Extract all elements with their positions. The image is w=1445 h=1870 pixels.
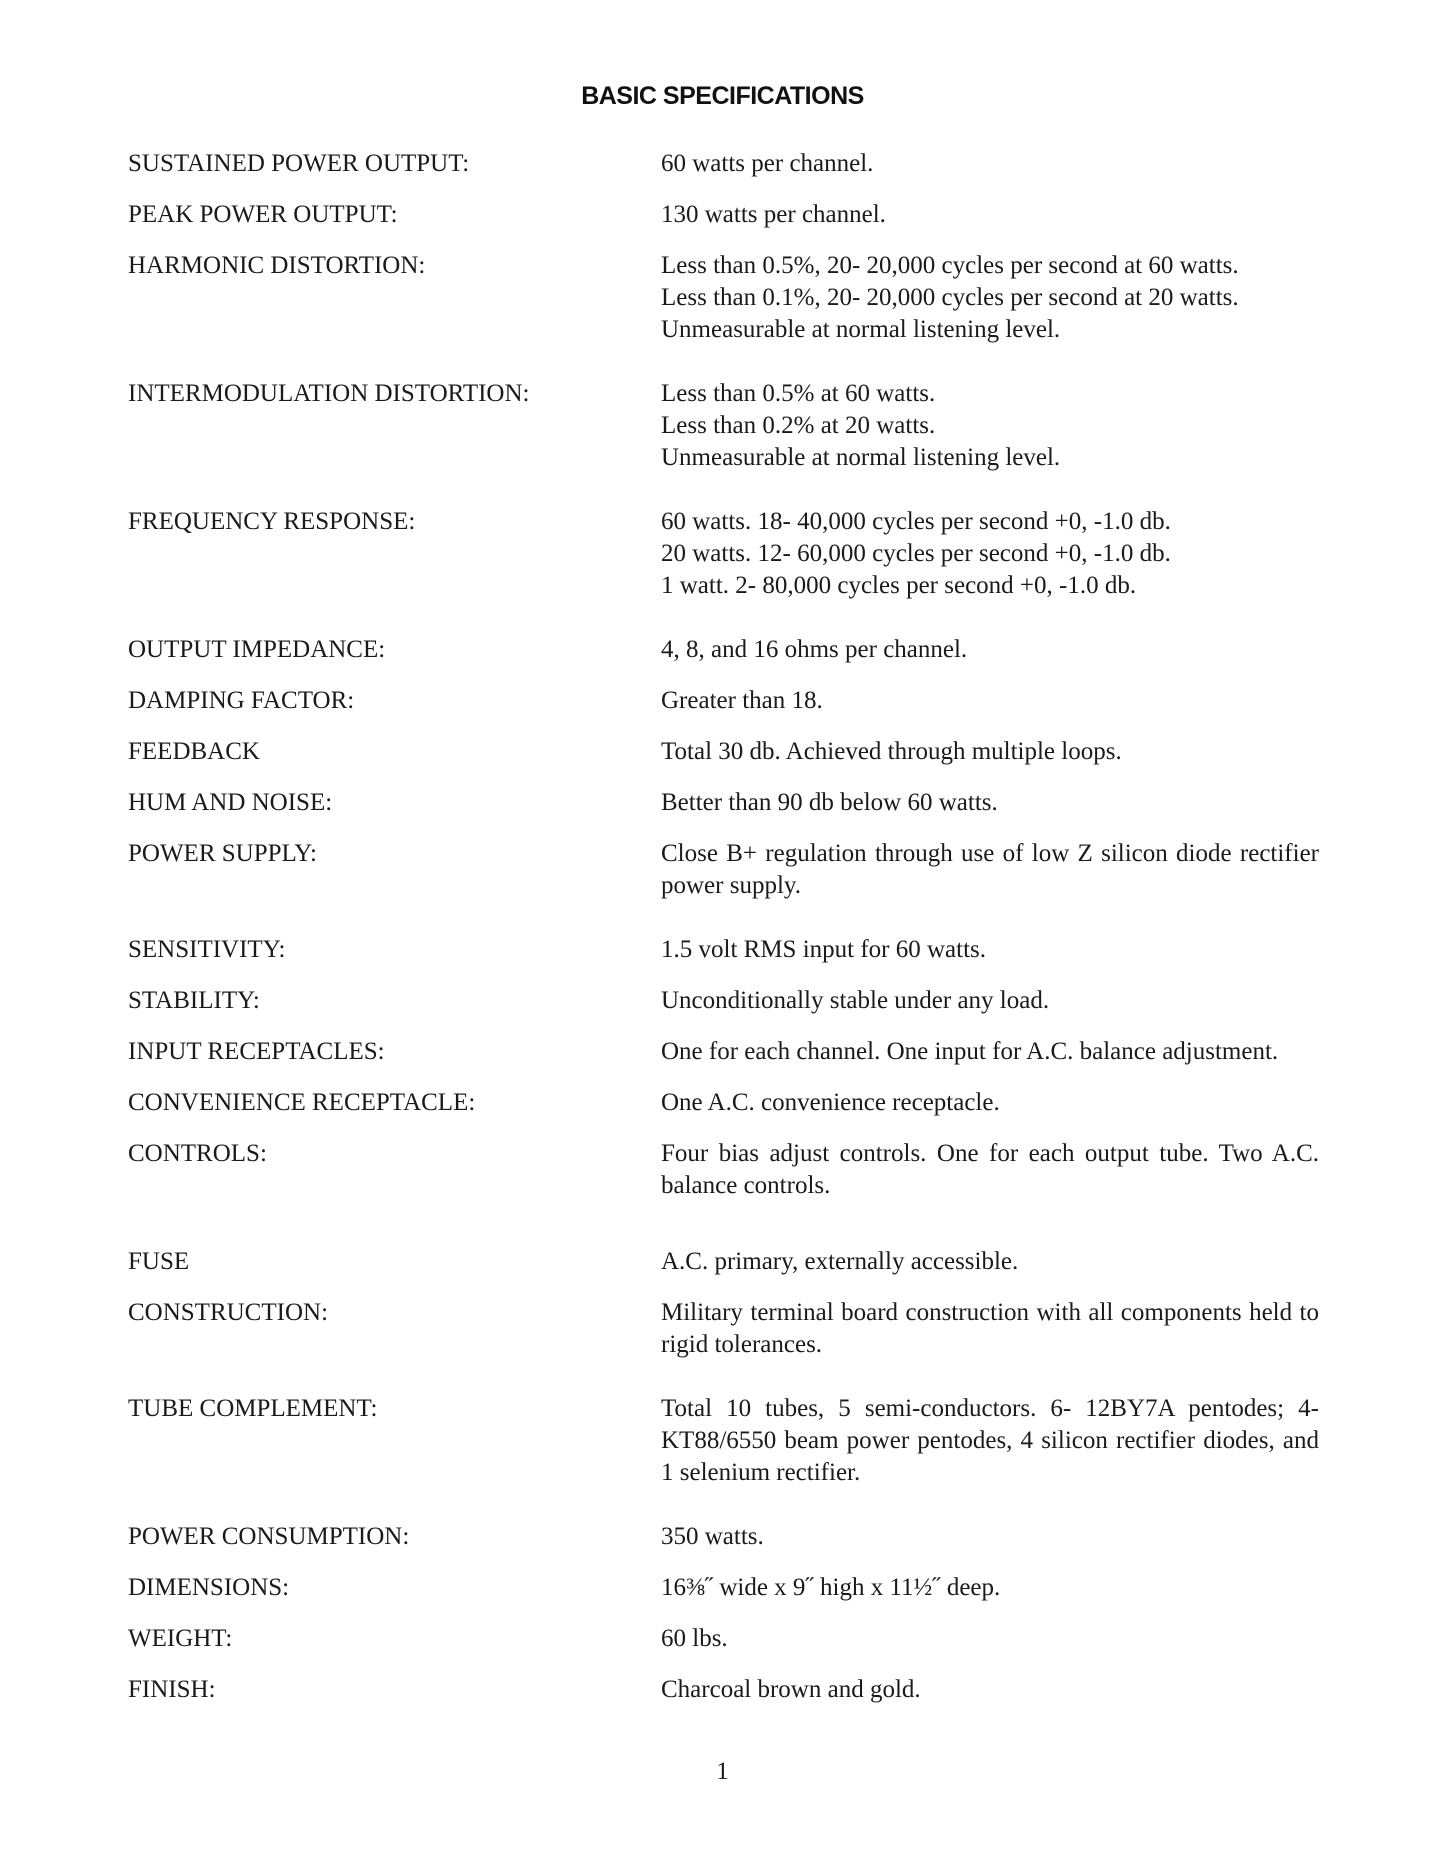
spec-value-line: Less than 0.5%, 20- 20,000 cycles per second at 60 watts. — [661, 252, 1239, 279]
spec-value-line: A.C. primary, externally accessible. — [661, 1248, 1019, 1275]
spec-value-line: One for each channel. One input for A.C. balance adjustment. — [661, 1038, 1279, 1065]
spec-value — [661, 1393, 1319, 1489]
spec-value — [661, 985, 1319, 1017]
spec-label: FEEDBACK — [128, 738, 260, 765]
spec-value — [661, 685, 1319, 717]
spec-value — [661, 1674, 1319, 1706]
spec-value-line: Unconditionally stable under any load. — [661, 987, 1050, 1014]
spec-label: HARMONIC DISTORTION: — [128, 252, 426, 279]
spec-value — [661, 148, 1319, 180]
spec-label: SENSITIVITY: — [128, 936, 286, 963]
spec-value-line: 350 watts. — [661, 1523, 764, 1550]
spec-value-line: 20 watts. 12- 60,000 cycles per second +0, -1.0 db. — [661, 540, 1171, 567]
spec-value-line: Less than 0.2% at 20 watts. — [661, 412, 936, 439]
spec-label: POWER SUPPLY: — [128, 840, 317, 867]
spec-value-line: 16⅜˝ wide x 9˝ high x 11½˝ deep. — [661, 1574, 1001, 1601]
spec-value-line: 1.5 volt RMS input for 60 watts. — [661, 936, 987, 963]
spec-value-line: Better than 90 db below 60 watts. — [661, 789, 998, 816]
spec-label: FUSE — [128, 1248, 190, 1275]
spec-label: INPUT RECEPTACLES: — [128, 1038, 385, 1065]
spec-value — [661, 838, 1319, 902]
spec-label: POWER CONSUMPTION: — [128, 1523, 410, 1550]
spec-label: CONTROLS: — [128, 1140, 267, 1167]
spec-value — [661, 736, 1319, 768]
spec-value-text: Four bias adjust controls. One for each output tube. Two A.C. balance controls. — [661, 1140, 1319, 1199]
spec-label: SUSTAINED POWER OUTPUT: — [128, 150, 470, 177]
spec-value-line: 130 watts per channel. — [661, 201, 886, 228]
spec-value — [661, 1087, 1319, 1119]
page-number: 1 — [716, 1758, 729, 1785]
spec-label: DAMPING FACTOR: — [128, 687, 355, 714]
spec-label: TUBE COMPLEMENT: — [128, 1395, 378, 1422]
spec-value-line: 60 lbs. — [661, 1625, 728, 1652]
spec-value-line: Greater than 18. — [661, 687, 823, 714]
spec-value-line: 4, 8, and 16 ohms per channel. — [661, 636, 968, 663]
spec-value-line: Total 30 db. Achieved through multiple loops. — [661, 738, 1122, 765]
spec-value-line: Unmeasurable at normal listening level. — [661, 316, 1061, 343]
spec-value — [661, 250, 1319, 346]
spec-value-text: Total 10 tubes, 5 semi-conductors. 6- 12BY7A pentodes; 4- KT88/6550 beam power pentodes, 4 silicon rectifier diodes, and 1 selenium rectifier. — [661, 1395, 1319, 1486]
spec-value-line: One A.C. convenience receptacle. — [661, 1089, 1000, 1116]
spec-label: PEAK POWER OUTPUT: — [128, 201, 398, 228]
spec-label: CONVENIENCE RECEPTACLE: — [128, 1089, 476, 1116]
spec-value — [661, 1138, 1319, 1202]
spec-value-line: Less than 0.5% at 60 watts. — [661, 380, 936, 407]
spec-value — [661, 634, 1319, 666]
spec-value-line: 60 watts per channel. — [661, 150, 874, 177]
spec-value-text: Military terminal board construction with all components held to rigid tolerances. — [661, 1299, 1319, 1358]
spec-value-line: Less than 0.1%, 20- 20,000 cycles per second at 20 watts. — [661, 284, 1239, 311]
spec-value-line: 1 watt. 2- 80,000 cycles per second +0, -1.0 db. — [661, 572, 1137, 599]
spec-label: INTERMODULATION DISTORTION: — [128, 380, 530, 407]
spec-value — [661, 506, 1319, 602]
spec-label: FREQUENCY RESPONSE: — [128, 508, 416, 535]
spec-value — [661, 1297, 1319, 1361]
spec-label: FINISH: — [128, 1676, 216, 1703]
page-title: BASIC SPECIFICATIONS — [581, 82, 864, 110]
spec-value — [661, 1572, 1319, 1604]
spec-label: OUTPUT IMPEDANCE: — [128, 636, 386, 663]
spec-value — [661, 378, 1319, 474]
spec-value — [661, 1036, 1319, 1068]
spec-value-line: Unmeasurable at normal listening level. — [661, 444, 1061, 471]
spec-label: WEIGHT: — [128, 1625, 233, 1652]
spec-value — [661, 1623, 1319, 1655]
spec-value-text: Close B+ regulation through use of low Z silicon diode rectifier power supply. — [661, 840, 1319, 899]
spec-value-line: Charcoal brown and gold. — [661, 1676, 921, 1703]
spec-label: DIMENSIONS: — [128, 1574, 290, 1601]
spec-label: HUM AND NOISE: — [128, 789, 333, 816]
spec-label: STABILITY: — [128, 987, 260, 1014]
spec-value — [661, 199, 1319, 231]
spec-value — [661, 1521, 1319, 1553]
spec-value — [661, 787, 1319, 819]
spec-label: CONSTRUCTION: — [128, 1299, 329, 1326]
spec-value-line: 60 watts. 18- 40,000 cycles per second +0, -1.0 db. — [661, 508, 1171, 535]
spec-value — [661, 934, 1319, 966]
spec-value — [661, 1246, 1319, 1278]
